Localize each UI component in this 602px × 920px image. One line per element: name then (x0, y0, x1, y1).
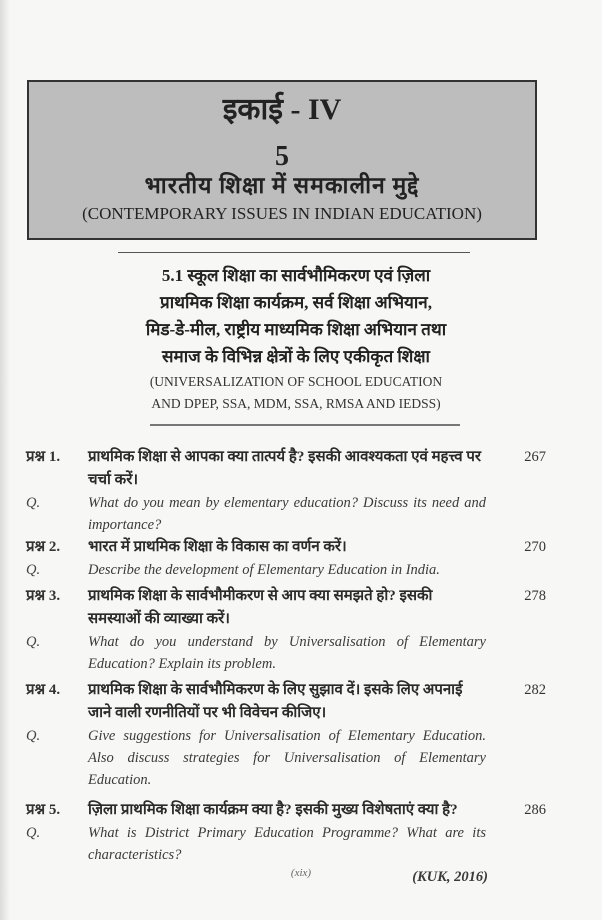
question-text-english: Describe the development of Elementary Education in India. (88, 562, 440, 578)
section-title-english-line: AND DPEP, SSA, MDM, SSA, RMSA AND IEDSS) (151, 396, 441, 411)
question-text-english (88, 822, 486, 866)
question-text-hindi: प्राथमिक शिक्षा के सार्वभौमीकरण से आप क्या समझते हो? इसकी समस्याओं की व्याख्या करें। (88, 588, 433, 627)
section-title-english-line: (UNIVERSALIZATION OF SCHOOL EDUCATION (149, 374, 443, 389)
question-list (26, 446, 546, 888)
question-hindi-row (26, 446, 546, 492)
question-hindi-row (26, 536, 546, 559)
section-rule-bottom (150, 424, 460, 428)
section-title-hindi-line: प्राथमिक शिक्षा कार्यक्रम, सर्व शिक्षा अभियान, (160, 293, 432, 312)
unit-title: इकाई - IV (222, 93, 342, 126)
question-label-english: Q. (26, 562, 41, 578)
question-label-hindi: प्रश्न 3. (26, 588, 61, 604)
question-english-row (26, 559, 546, 581)
question-text-hindi: प्राथमिक शिक्षा से आपका क्या तात्पर्य है? इसकी आवश्यकता एवं महत्त्व पर चर्चा करें। (88, 449, 482, 488)
question-text-english-body: What is District Primary Education Programme? What are its characteristics? (88, 825, 486, 863)
question-label-english: Q. (26, 495, 41, 511)
section-rule-top (118, 252, 470, 253)
question-label-hindi: प्रश्न 2. (26, 539, 61, 555)
question-text-english: What do you mean by elementary education? Discuss its need and importance? (88, 495, 486, 533)
question-text-hindi: ज़िला प्राथमिक शिक्षा कार्यक्रम क्या है? इसकी मुख्य विशेषताएं क्या है? (88, 802, 458, 818)
section-heading (118, 262, 474, 414)
page-reference: 270 (524, 539, 546, 555)
question-label-hindi: प्रश्न 5. (26, 802, 61, 818)
section-title-hindi-line: समाज के विभिन्न क्षेत्रों के लिए एकीकृत शिक्षा (162, 347, 430, 366)
question-text-english: What do you understand by Universalisation of Elementary Education? Explain its problem. (88, 634, 486, 672)
page-reference: 282 (524, 682, 546, 698)
question-text-english: Give suggestions for Universalisation of Elementary Education. Also discuss strategies for Universalisation of Elementary Education. (88, 728, 486, 788)
section-title-hindi-line: मिड-डे-मील, राष्ट्रीय माध्यमिक शिक्षा अभियान तथा (145, 320, 447, 339)
question-english-row (26, 822, 546, 866)
question-hindi-row (26, 585, 546, 631)
question-hindi-row (26, 679, 546, 725)
question-english-row (26, 492, 546, 536)
chapter-title-hindi: भारतीय शिक्षा में समकालीन मुद्दे (144, 173, 420, 198)
page-reference: 267 (524, 449, 546, 465)
question-source: (KUK, 2016) (412, 869, 488, 885)
chapter-number: 5 (275, 141, 289, 172)
question-label-english: Q. (26, 728, 41, 744)
page-reference: 278 (524, 588, 546, 604)
question-text-hindi: प्राथमिक शिक्षा के सार्वभौमिकरण के लिए सुझाव दें। इसके लिए अपनाई जाने वाली रणनीतियों पर भी विवेचन कीजिए। (88, 682, 463, 721)
section-title-hindi-line: 5.1 स्कूल शिक्षा का सार्वभौमिकरण एवं ज़िला (161, 266, 431, 285)
question-hindi-row (26, 799, 546, 822)
question-label-english: Q. (26, 825, 41, 841)
question-text-hindi: भारत में प्राथमिक शिक्षा के विकास का वर्णन करें। (88, 539, 347, 555)
question-english-row (26, 631, 546, 675)
chapter-header-box (27, 80, 537, 240)
page-reference: 286 (524, 802, 546, 818)
page-binding-shadow (0, 0, 10, 920)
chapter-title-english: (CONTEMPORARY ISSUES IN INDIAN EDUCATION) (82, 204, 482, 223)
question-label-hindi: प्रश्न 4. (26, 682, 61, 698)
question-label-english: Q. (26, 634, 41, 650)
question-label-hindi: प्रश्न 1. (26, 449, 61, 465)
question-english-row (26, 725, 546, 791)
page-number: (xix) (290, 867, 312, 879)
